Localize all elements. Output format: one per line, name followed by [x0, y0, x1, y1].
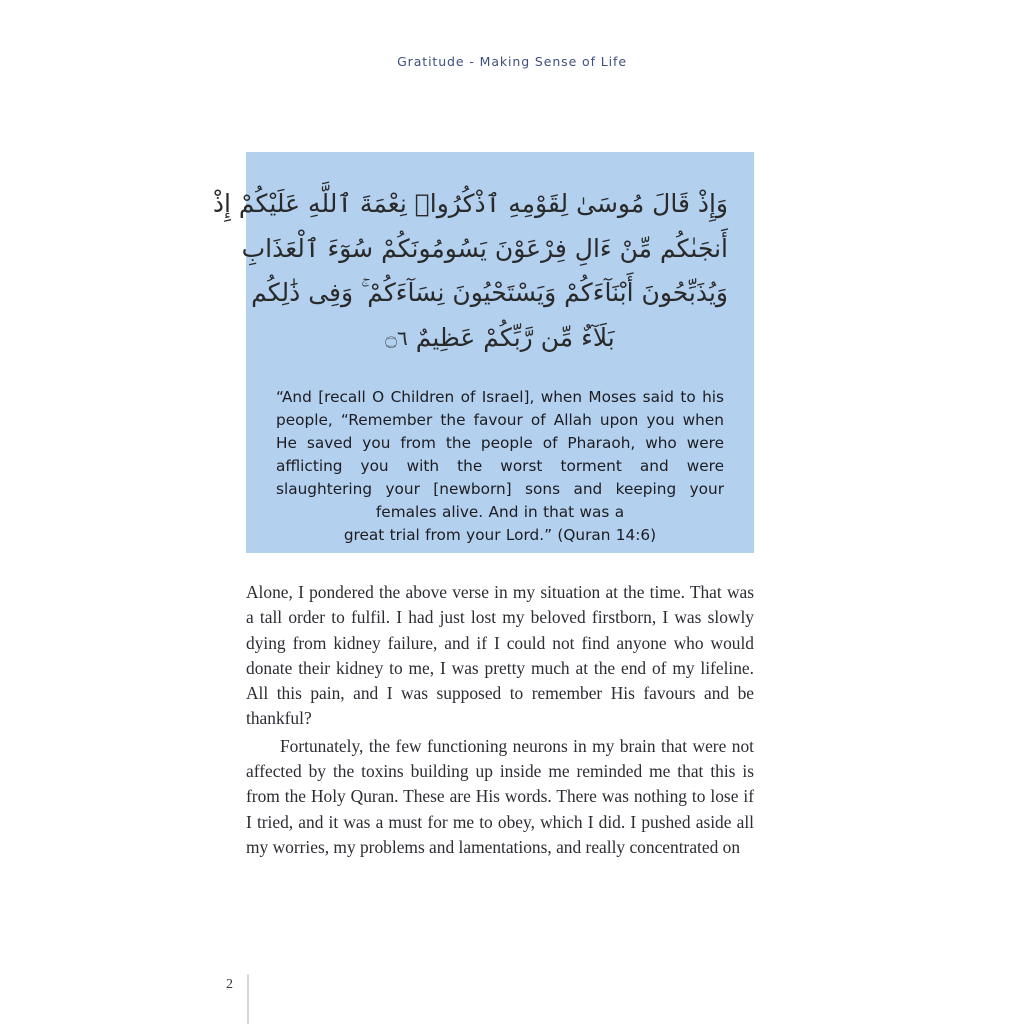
arabic-verse-line-4	[272, 316, 728, 361]
verse-translation-tail: great trial from your Lord.” (Quran 14:6)	[343, 525, 657, 544]
body-paragraph-1: Alone, I pondered the above verse in my situation at the time. That was a tall order to fulfil. I had just lost my beloved firstborn, I was slowly dying from kidney failure, and if I could not find anyone who would donate their kidney to me, I was pretty much at the end of my lifeline. All this pain, and I was supposed to remember His favours and be thankful?	[246, 582, 754, 729]
arabic-verse-line-2: أَنجَىٰكُم مِّنْ ءَالِ فِرْعَوْنَ يَسُومُونَكُمْ سُوٓءَ ٱلْعَذَابِ	[241, 233, 728, 263]
arabic-verse-text	[212, 178, 736, 360]
verse-translation-main: “And [recall O Children of Israel], when Moses said to his people, “Remember the favour of Allah upon you when He saved you from the people of Pharaoh, who were afflicting you with the worst torment and were slaughtering your [newborn] sons and keeping your females alive. And in that was a	[276, 388, 724, 521]
body-text	[246, 580, 754, 860]
arabic-verse-line-3: وَيُذَبِّحُونَ أَبْنَآءَكُمْ وَيَسْتَحْيُونَ نِسَآءَكُمْ ۚ وَفِى ذَٰلِكُم	[251, 278, 728, 307]
arabic-verse-line-1: وَإِذْ قَالَ مُوسَىٰ لِقَوْمِهِ ٱذْكُرُوا۟ نِعْمَةَ ٱللَّهِ عَلَيْكُمْ إِذْ	[212, 189, 728, 218]
folio-divider-rule	[247, 974, 249, 1024]
quran-verse-panel	[212, 152, 754, 553]
body-paragraph-2: Fortunately, the few functioning neurons in my brain that were not affected by the toxins building up inside me reminded me that this is from the Holy Quran. These are His words. There was nothing to lose if I tried, and it was a must for me to obey, which I did. I pushed aside all my worries, my problems and lamentations, and really concentrated on	[246, 735, 754, 857]
verse-translation	[264, 386, 736, 547]
running-header-title: Gratitude - Making Sense of Life	[397, 54, 627, 69]
page-number: 2	[226, 977, 233, 992]
arabic-verse-line-4-text: بَلَآءٌ مِّن رَّبِّكُمْ عَظِيمٌ	[415, 322, 615, 352]
verse-end-marker-icon: ۝٦	[385, 325, 408, 350]
